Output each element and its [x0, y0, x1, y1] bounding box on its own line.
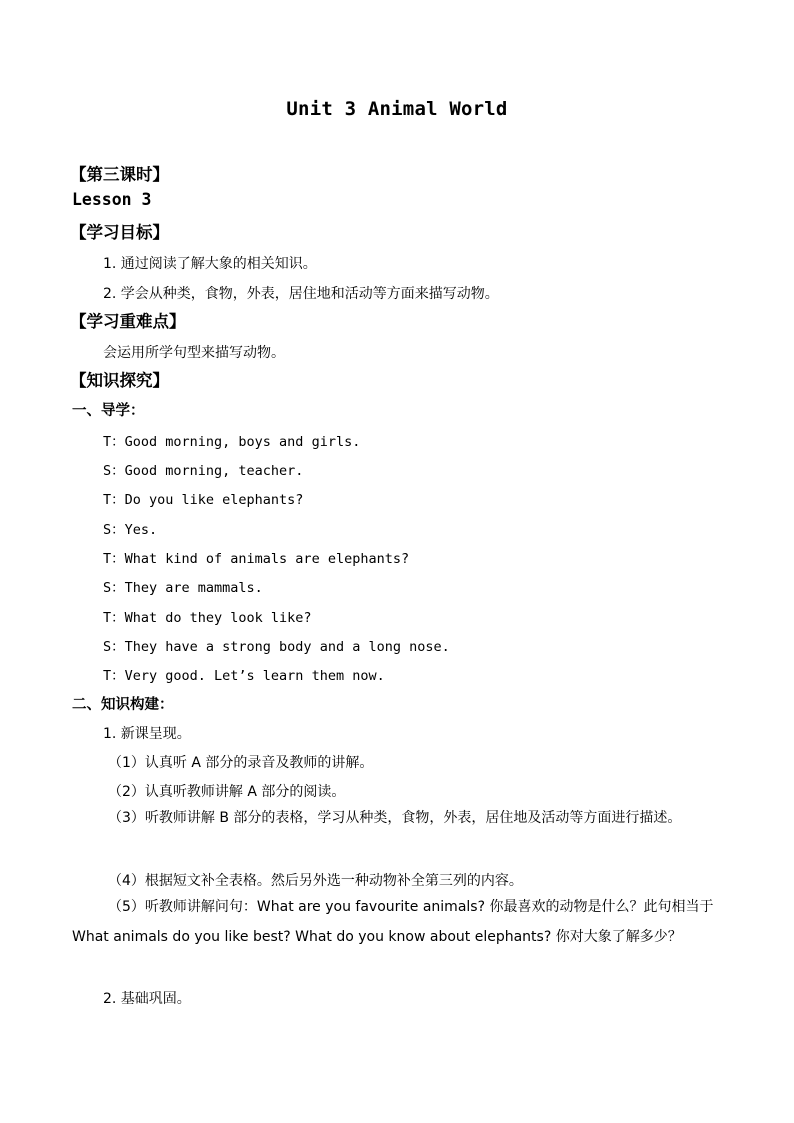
step-item: （2）认真听教师讲解 A 部分的阅读。 [108, 784, 346, 800]
guide-heading: 一、导学： [72, 403, 145, 419]
dialogue-line: S：They are mammals. [103, 580, 263, 596]
lesson-label: Lesson 3 [72, 190, 152, 209]
build-heading: 二、知识构建： [72, 697, 174, 713]
document-title: Unit 3 Animal World [286, 98, 508, 120]
consolidate-label: 2. 基础巩固。 [103, 991, 191, 1007]
key-points-heading: 【学习重难点】 [70, 312, 186, 331]
key-points-text: 会运用所学句型来描写动物。 [103, 345, 285, 361]
dialogue-line: T：What do they look like? [103, 610, 312, 626]
objective-item: 2. 学会从种类，食物，外表，居住地和活动等方面来描写动物。 [103, 286, 499, 302]
objectives-heading: 【学习目标】 [70, 223, 169, 242]
step-4-text: （4）根据短文补全表格。然后另外选一种动物补全第三列的内容。 [108, 873, 523, 889]
dialogue-line: T：Very good. Let’s learn them now. [103, 668, 385, 684]
dialogue-line: T：What kind of animals are elephants? [103, 551, 410, 567]
step-3-paragraph: （3）听教师讲解 B 部分的表格，学习从种类，食物，外表，居住地及活动等方面进行描述。 [108, 810, 682, 826]
period-heading: 【第三课时】 [70, 165, 169, 184]
dialogue-line: S：Good morning, teacher. [103, 463, 304, 479]
dialogue-line: T：Do you like elephants? [103, 492, 304, 508]
dialogue-line: S：Yes. [103, 522, 158, 538]
dialogue-line: S：They have a strong body and a long nose. [103, 639, 450, 655]
new-lesson-label: 1. 新课呈现。 [103, 726, 191, 742]
step-item: （1）认真听 A 部分的录音及教师的讲解。 [108, 755, 374, 771]
objective-item: 1. 通过阅读了解大象的相关知识。 [103, 256, 317, 272]
step-5-paragraph: （5）听教师讲解问句：What are you favourite animals? 你最喜欢的动物是什么？此句相当于 What animals do you like best? What do you know about elephants? 你对大象了解多少？ [72, 899, 714, 945]
dialogue-line: T：Good morning, boys and girls. [103, 434, 361, 450]
explore-heading: 【知识探究】 [70, 371, 169, 390]
